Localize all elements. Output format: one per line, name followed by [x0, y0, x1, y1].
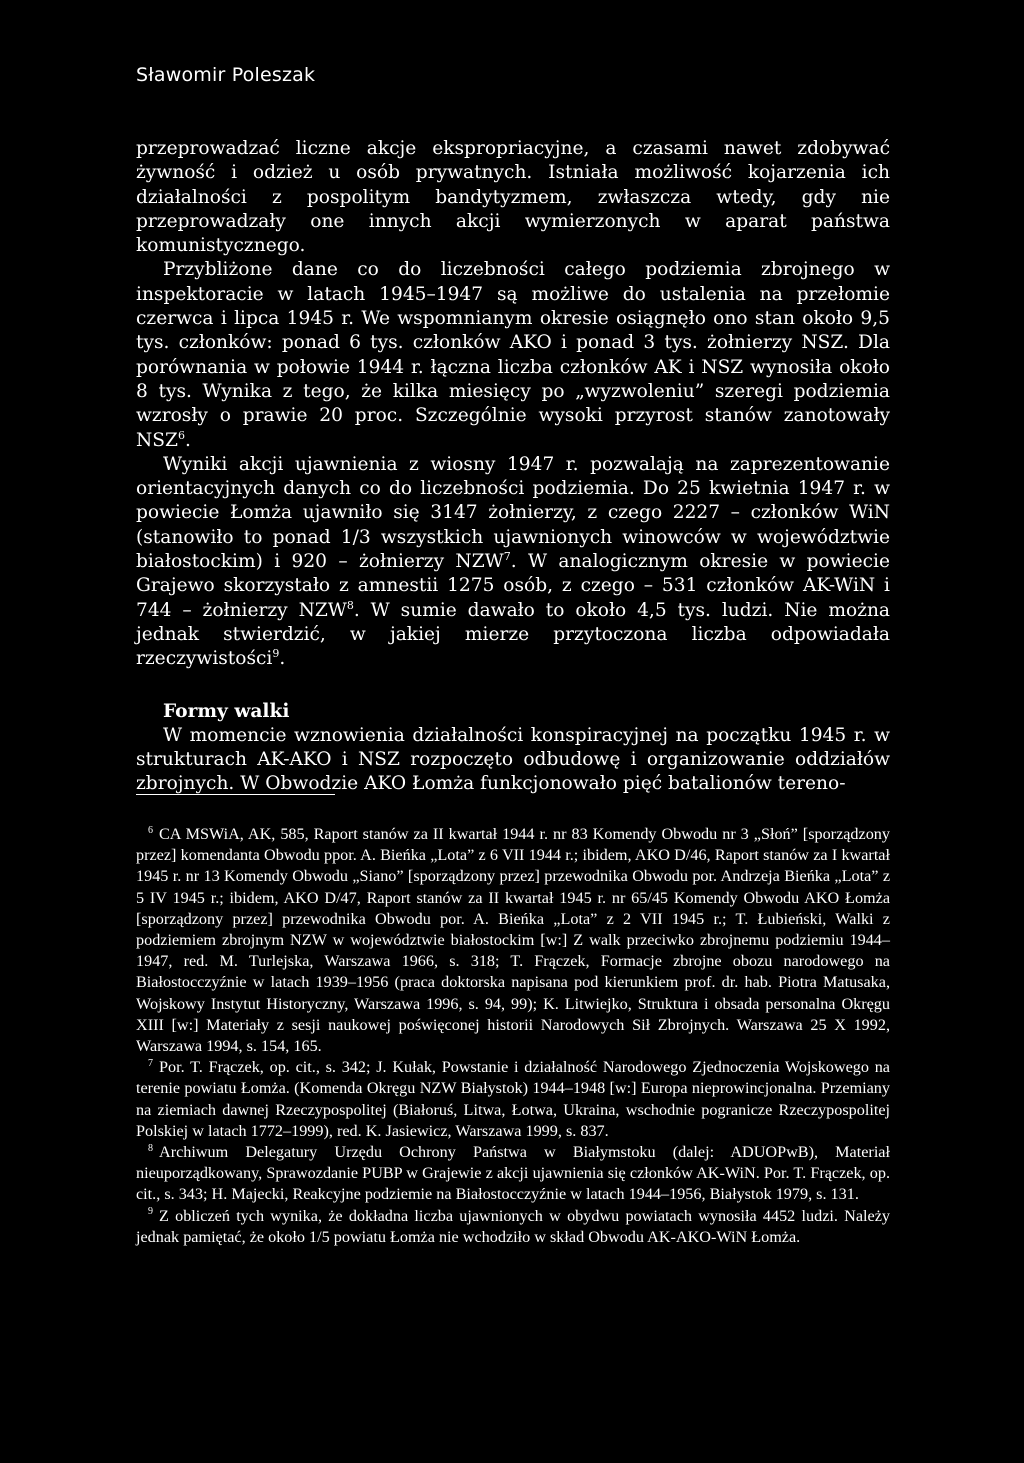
footnote-ref-7[interactable]: 7 — [503, 549, 511, 563]
footnote-7 — [136, 1057, 890, 1142]
paragraph-1: przeprowadzać liczne akcje ekspropriacyjne, a czasami nawet zdobywać żywność i odzież u osób prywatnych. Istniała możliwość kojarzenia ich działalności z pospolitym bandytyzmem, zwłaszcza wtedy, gdy nie przeprowadzały one innych akcji wymierzonych w aparat państwa komunistycznego. — [136, 138, 890, 257]
footnote-separator — [136, 794, 335, 795]
footnote-9 — [136, 1206, 890, 1248]
footnote-text: CA MSWiA, AK, 585, Raport stanów za II kwartał 1944 r. nr 83 Komendy Obwodu nr 3 „Słoń” [sporządzony przez] komendanta Obwodu ppor. A. Bieńka „Lota” z 6 VII 1944 r.; ibidem, AKO D/46, Raport stanów za I kwartał 1945 r. nr 13 Komendy Obwodu „Siano” [sporządzony przez] przewodnika Obwodu por. Andrzeja Bieńka „Lota” z 5 IV 1945 r.; ibidem, AKO D/47, Raport stanów za II kwartał 1945 r. nr 65/45 Komendy Obwodu AKO Łomża [sporządzony przez] przewodnika Obwodu por. A. Bieńka „Lota” z 2 VII 1945 r.; T. Łubieński, Walki z podziemiem zbrojnym NZW w województwie białostockim [w:] Z walk przeciwko zbrojnemu podziemiu 1944–1947, red. M. Turlejska, Warszawa 1966, s. 318; T. Frączek, Formacje zbrojne obozu narodowego na Białostocczyźnie w latach 1939–1956 (praca doktorska napisana pod kierunkiem prof. dr. hab. Piotra Matusaka, Wojskowy Instytut Historyczny, Warszawa 1996, s. 94, 99); K. Litwiejko, Struktura i obsada personalna Okręgu XIII [w:] Materiały z sesji naukowej poświęconej historii Narodowych Sił Zbrojnych. Warszawa 25 X 1992, Warszawa 1994, s. 154, 165. — [136, 825, 890, 1056]
main-text — [136, 137, 890, 797]
footnote-number: 8 — [148, 1142, 153, 1154]
paragraph-3-part-a: Wyniki akcji ujawnienia z wiosny 1947 r. pozwalają na zaprezentowanie orientacyjnych danych co do liczebności podziemia. Do 25 kwietnia 1947 r. w powiecie Łomża ujawniło się 3147 żołnierzy, z czego 2227 – członków WiN (stanowiło to ponad 1/3 wszystkich ujawnionych winowców w województwie białostockim) i 920 – żołnierzy NZW — [136, 453, 890, 573]
running-header-author: Sławomir Poleszak — [136, 64, 316, 86]
footnote-text: Z obliczeń tych wynika, że dokładna liczba ujawnionych w obydwu powiatach wynosiła 4452 ludzi. Należy jednak pamiętać, że około 1/5 powiatu Łomża nie wchodziło w skład Obwodu AK-AKO-WiN Łomża. — [136, 1206, 890, 1246]
paragraph-3 — [136, 453, 890, 672]
footnote-text: Por. T. Frączek, op. cit., s. 342; J. Kułak, Powstanie i działalność Narodowego Zjednoczenia Wojskowego na terenie powiatu Łomża. (Komenda Okręgu NZW Białystok) 1944–1948 [w:] Europa nieprowincjonalna. Przemiany na ziemiach dawnej Rzeczypospolitej (Białoruś, Litwa, Łotwa, Ukraina, wschodnie pogranicze Rzeczypospolitej Polskiej w latach 1772–1999), red. K. Jasiewicz, Warszawa 1999, s. 837. — [136, 1058, 890, 1140]
footnote-number: 7 — [148, 1057, 153, 1069]
footnote-ref-9[interactable]: 9 — [272, 647, 280, 661]
paragraph-2-end: . — [184, 429, 191, 451]
paragraph-3-part-d: . — [279, 648, 286, 670]
footnote-6 — [136, 824, 890, 1057]
footnote-8 — [136, 1142, 890, 1206]
section-heading: Formy walki — [163, 700, 290, 722]
paragraph-4: W momencie wznowienia działalności konspiracyjnej na początku 1945 r. w strukturach AK-AKO i NSZ rozpoczęto odbudowę i organizowanie oddziałów zbrojnych. W Obwodzie AKO Łomża funkcjonowało pięć batalionów tereno- — [136, 724, 890, 795]
footnote-number: 9 — [148, 1206, 153, 1218]
footnote-number: 6 — [148, 824, 153, 836]
footnote-text: Archiwum Delegatury Urzędu Ochrony Państwa w Białymstoku (dalej: ADUOPwB), Materiał nieuporządkowany, Sprawozdanie PUBP w Grajewie z akcji ujawnienia się członków AK-WiN. Por. T. Frączek, op. cit., s. 343; H. Majecki, Reakcyjne podziemie na Białostocczyźnie w latach 1944–1956, Białystok 1979, s. 131. — [136, 1143, 890, 1204]
paragraph-3-part-b: . W analogicznym okresie w powiecie Grajewo skorzystało z amnestii 1275 osób, z czego – 531 członków AK-WiN i 744 – żołnierzy NZW — [136, 551, 890, 621]
paragraph-2 — [136, 258, 890, 452]
paragraph-3-part-c: . W sumie dawało to około 4,5 tys. ludzi. Nie można jednak stwierdzić, w jakiej mierze przytoczona liczba odpowiadała rzeczywistości — [136, 599, 890, 670]
paragraph-2-text: Przybliżone dane co do liczebności całego podziemia zbrojnego w inspektoracie w latach 1945–1947 są możliwe do ustalenia na przełomie czerwca i lipca 1945 r. We wspomnianym okresie osiągnęło ono stan około 9,5 tys. członków: ponad 6 tys. członków AKO i ponad 3 tys. żołnierzy NSZ. Dla porównania w połowie 1944 r. łączna liczba członków AK i NSZ wynosiła około 8 tys. Wynika z tego, że kilka miesięcy po „wyzwoleniu” szeregi podziemia wzrosły o prawie 20 proc. Szczególnie wysoki przyrost stanów zanotowały NSZ — [136, 259, 890, 451]
footnotes — [136, 824, 890, 1248]
footnote-ref-6[interactable]: 6 — [177, 428, 185, 442]
footnote-ref-8[interactable]: 8 — [346, 598, 354, 612]
